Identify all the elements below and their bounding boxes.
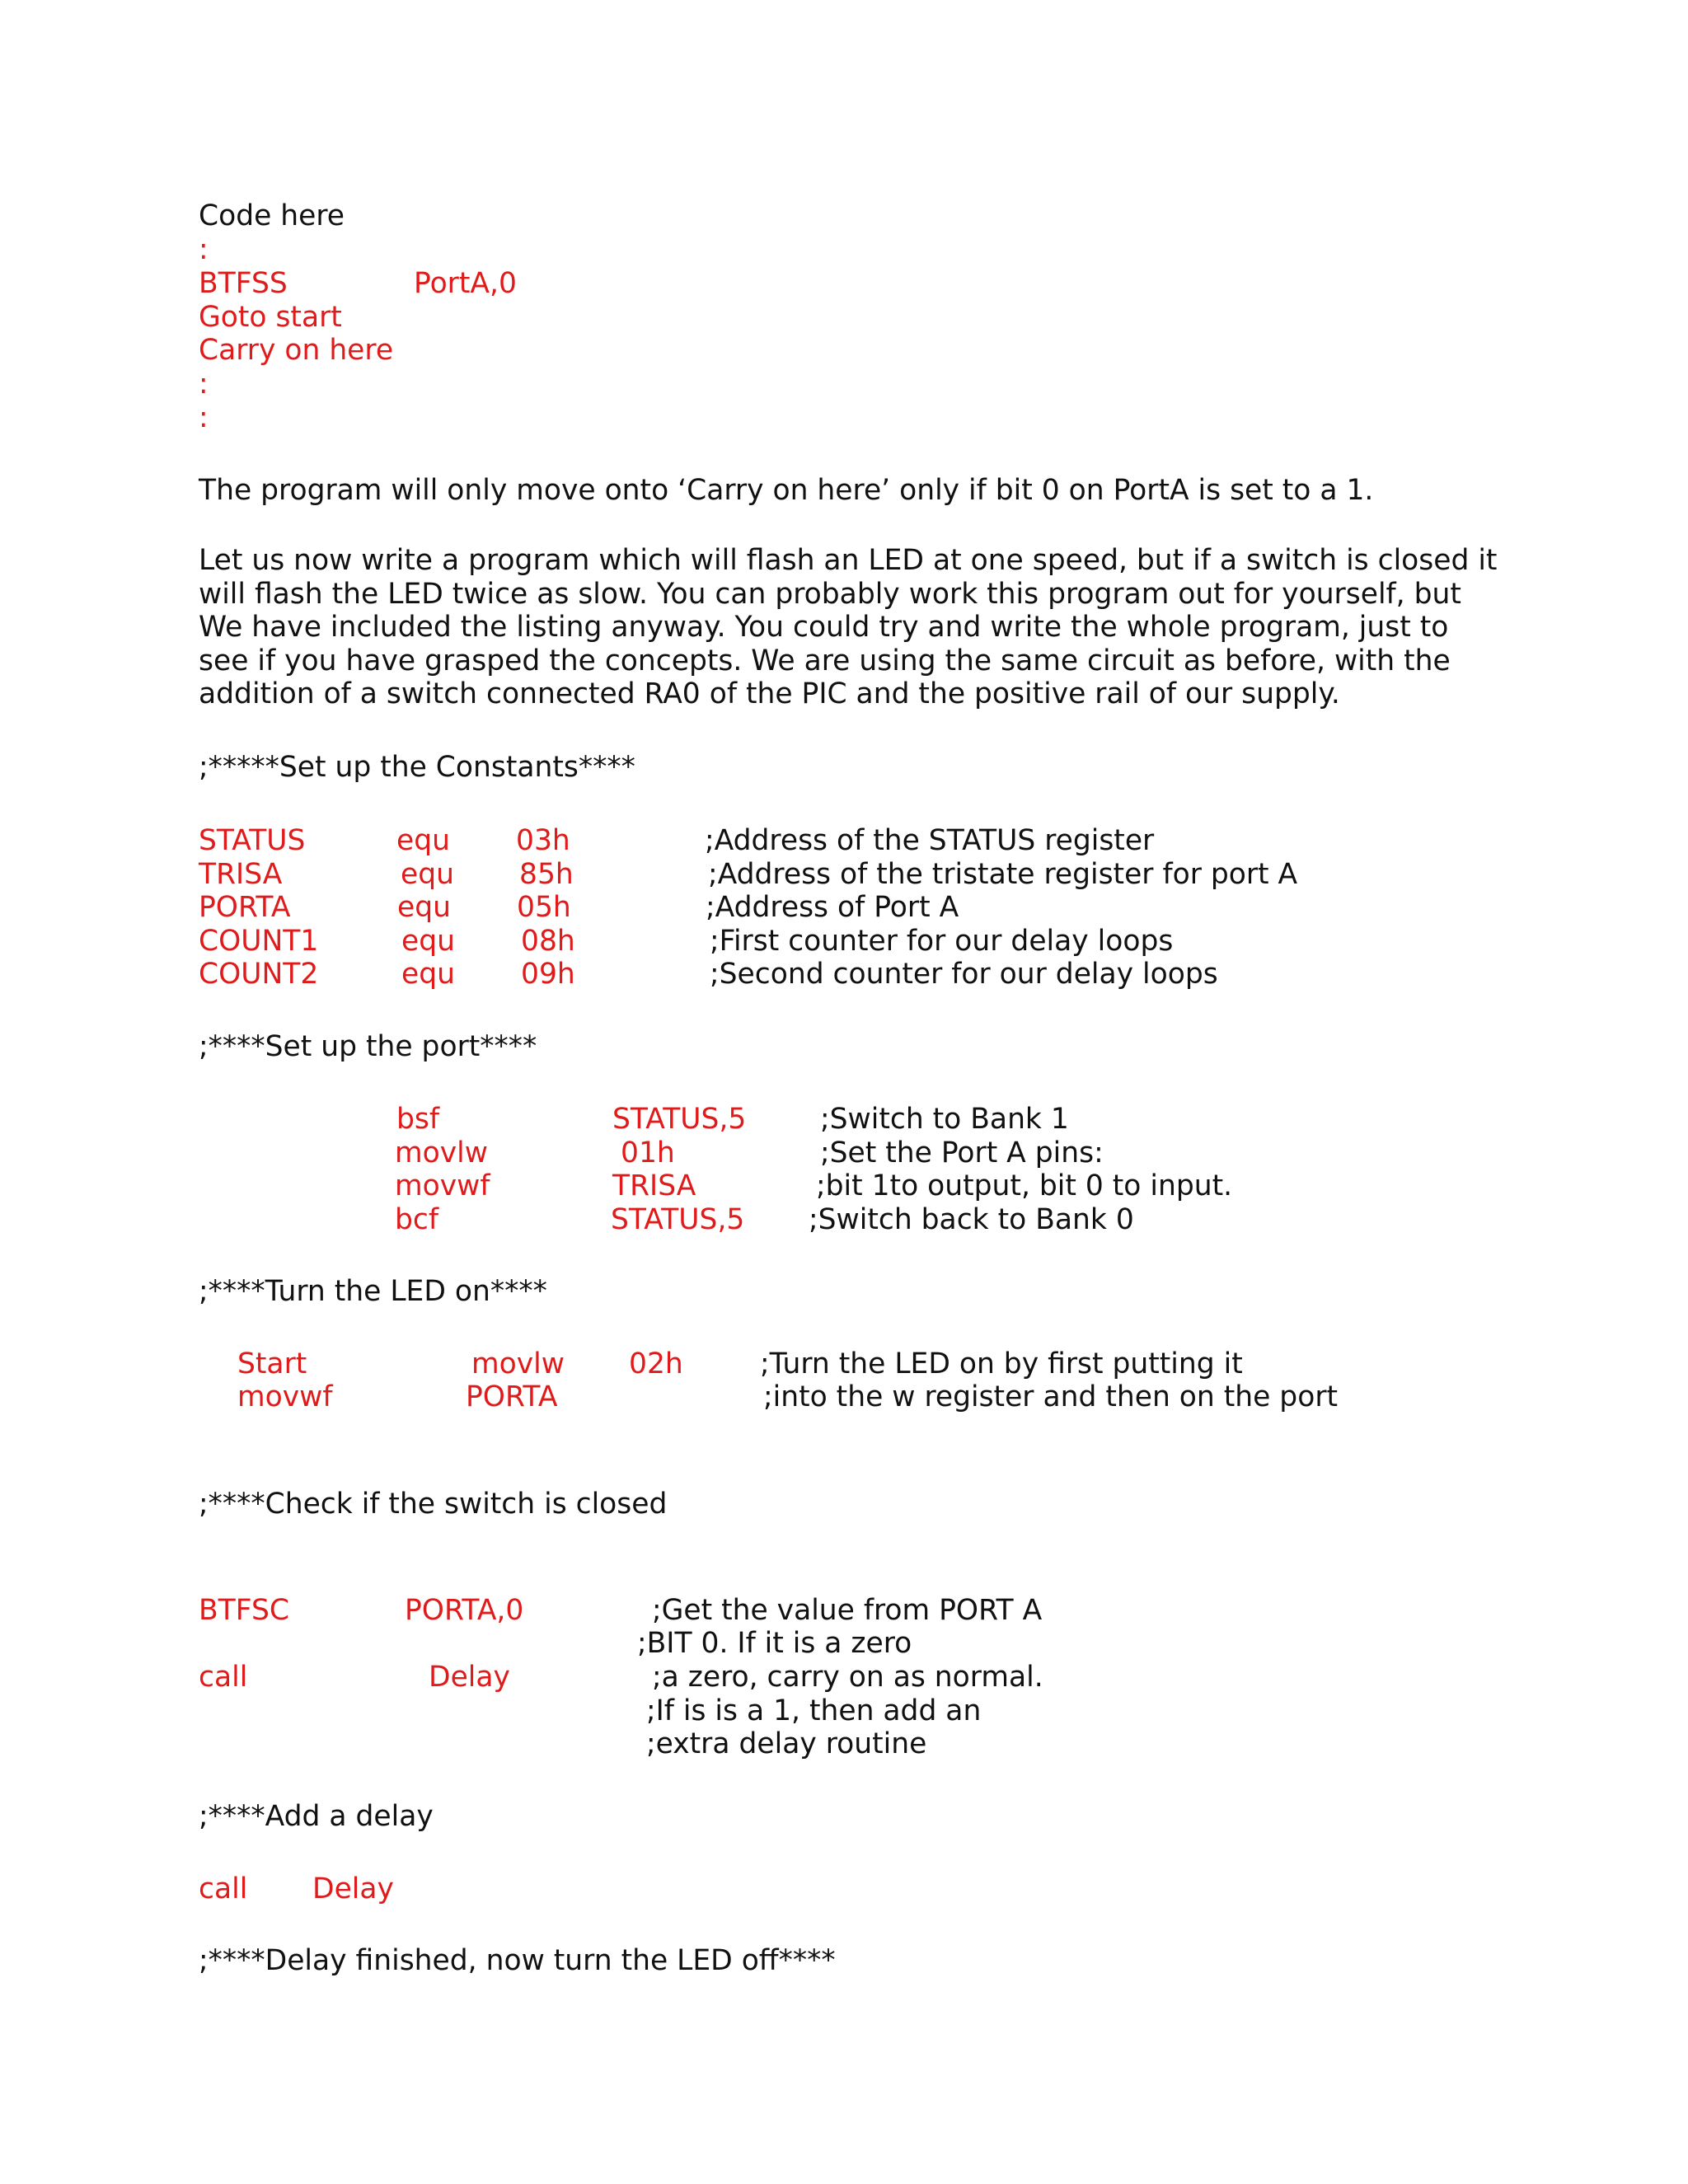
port-op: movwf [395,1169,490,1202]
port-comment: ;Switch to Bank 1 [820,1103,1069,1136]
const-value: 08h [521,925,575,958]
const-value: 85h [519,858,574,891]
call-op: call [199,1872,248,1905]
constants-heading: ;*****Set up the Constants**** [199,751,635,784]
led-label: movwf [237,1380,333,1413]
paragraph-line: will flash the LED twice as slow. You can probably work this program out for yourself, but [199,577,1461,611]
check-comment: ;BIT 0. If it is a zero [637,1627,912,1660]
port-op: movlw [395,1137,488,1169]
const-comment: ;Second counter for our delay loops [710,958,1218,991]
btfss-arg: PortA,0 [414,267,517,300]
btfsc-op: BTFSC [199,1594,289,1627]
const-name: STATUS [199,824,306,857]
port-arg: 01h [621,1137,675,1169]
led-on-heading: ;****Turn the LED on**** [199,1275,547,1308]
port-op: bsf [396,1103,440,1136]
check-heading: ;****Check if the switch is closed [199,1488,668,1521]
led-arg: 02h [629,1347,683,1380]
paragraph-line: see if you have grasped the concepts. We are using the same circuit as before, with the [199,644,1451,677]
port-arg: STATUS,5 [611,1203,745,1236]
port-comment: ;bit 1to output, bit 0 to input. [816,1169,1233,1202]
carry-on-here-line: Carry on here [199,334,394,367]
const-value: 09h [521,958,575,991]
paragraph-line: Let us now write a program which will flash an LED at one speed, but if a switch is closed it [199,544,1498,577]
check-comment: ;Get the value from PORT A [652,1594,1043,1627]
led-comment: ;Turn the LED on by first putting it [760,1347,1243,1380]
const-name: COUNT1 [199,925,319,958]
const-comment: ;Address of Port A [706,891,959,924]
paragraph-line: addition of a switch connected RA0 of the PIC and the positive rail of our supply. [199,677,1340,711]
check-comment: ;extra delay routine [646,1727,927,1760]
const-name: COUNT2 [199,958,319,991]
const-name: TRISA [199,858,283,891]
led-op: PORTA [466,1380,558,1413]
port-heading: ;****Set up the port**** [199,1030,537,1063]
colon-line: : [199,368,209,401]
call-op: call [199,1661,248,1694]
paragraph-2 [199,544,1498,711]
const-op: equ [401,925,455,958]
port-arg: TRISA [612,1169,696,1202]
const-value: 05h [517,891,571,924]
delay-finished-heading: ;****Delay finished, now turn the LED off**** [199,1944,836,1977]
port-arg: STATUS,5 [612,1103,747,1136]
call-arg: Delay [429,1661,510,1694]
check-comment: ;a zero, carry on as normal. [652,1661,1043,1694]
const-name: PORTA [199,891,291,924]
port-comment: ;Set the Port A pins: [820,1137,1104,1169]
add-delay-heading: ;****Add a delay [199,1800,434,1833]
led-comment: ;into the w register and then on the port [763,1380,1339,1413]
code-here-text: Code here [199,199,345,232]
const-op: equ [401,858,454,891]
const-value: 03h [516,824,570,857]
port-comment: ;Switch back to Bank 0 [809,1203,1134,1236]
const-op: equ [401,958,455,991]
led-label: Start [237,1347,307,1380]
const-op: equ [397,891,451,924]
paragraph-1: The program will only move onto ‘Carry on here’ only if bit 0 on PortA is set to a 1. [199,474,1374,507]
colon-line: : [199,233,209,266]
const-comment: ;First counter for our delay loops [710,925,1174,958]
call-arg: Delay [312,1872,394,1905]
led-op: movlw [471,1347,565,1380]
btfsc-arg: PORTA,0 [405,1594,524,1627]
check-comment: ;If is is a 1, then add an [646,1694,982,1727]
goto-start-line: Goto start [199,301,342,334]
const-comment: ;Address of the tristate register for port A [708,858,1298,891]
const-op: equ [396,824,450,857]
port-op: bcf [395,1203,439,1236]
colon-line: : [199,401,209,434]
paragraph-line: We have included the listing anyway. You could try and write the whole program, just to [199,611,1449,644]
const-comment: ;Address of the STATUS register [705,824,1155,857]
btfss-op: BTFSS [199,267,288,300]
